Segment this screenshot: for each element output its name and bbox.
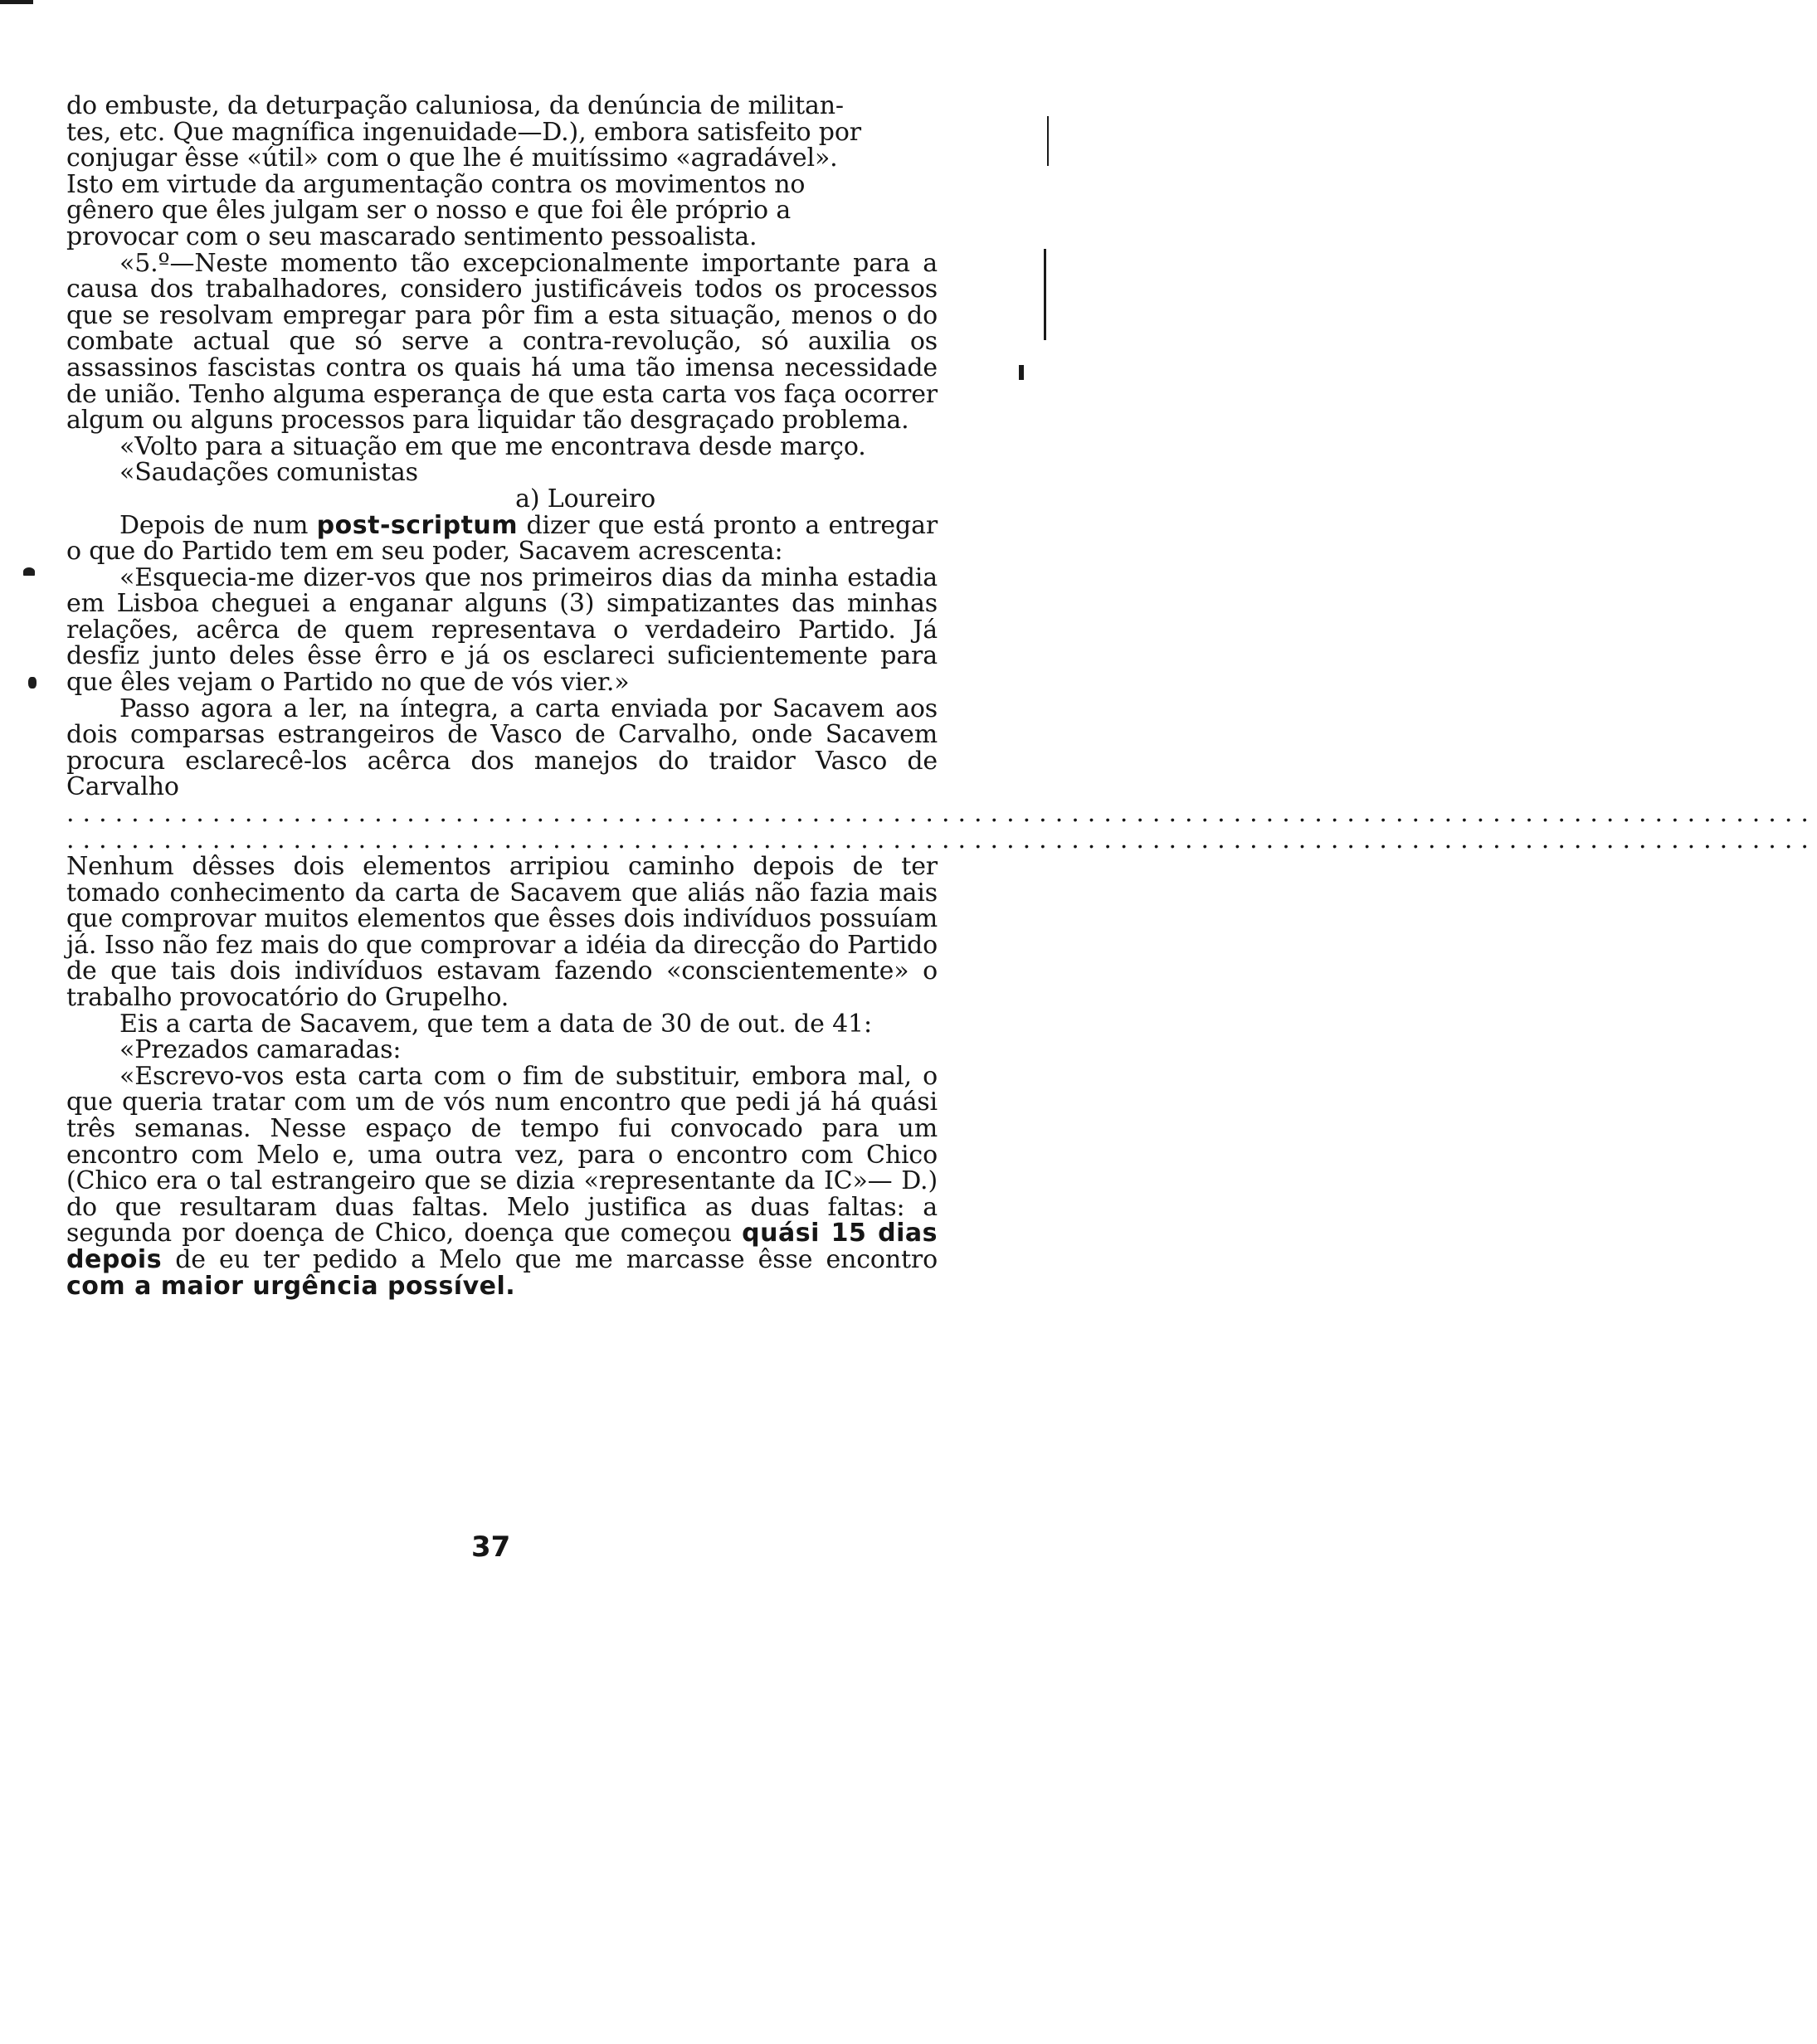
text-line: do embuste, da deturpação caluniosa, da denúncia de militan- xyxy=(66,91,844,120)
paragraph-eis-a-carta: Eis a carta de Sacavem, que tem a data de 30 de out. de 41: xyxy=(119,1009,872,1039)
post-scriptum-emphasis: post-scriptum xyxy=(316,510,519,540)
page-number: 37 xyxy=(471,1531,511,1564)
text-span: dizer que está pronto a entregar o que do Partido tem em seu poder, Sacavem acrescenta: xyxy=(66,510,938,567)
paragraph-post-scriptum xyxy=(66,510,938,567)
paragraph-passo-agora: Passo agora a ler, na íntegra, a carta enviada por Sacavem aos dois comparsas estrangeiros de Vasco de Carvalho, onde Sacavem procura esclarecê-los acêrca dos manejos do traidor Vasco de Carvalho xyxy=(66,694,938,802)
text-span: Depois de num xyxy=(119,510,309,540)
margin-mark xyxy=(23,567,35,576)
text-line: tes, etc. Que magnífica ingenuidade—D.), embora satisfeito por xyxy=(66,117,861,147)
scan-edge-line xyxy=(1019,365,1024,380)
paragraph-point-5: «5.º—Neste momento tão excepcionalmente importante para a causa dos trabalhadores, considero justificáveis todos os processos que se resolvam empregar para pôr fim a esta situação, menos o do combate actual que só serve a contra-revolução, só auxilia os assassinos fascistas contra os quais há uma tão imensa necessidade de união. Tenho alguma esperança de que esta carta vos faça ocorrer algum ou alguns processos para liquidar tão desgraçado problema. xyxy=(66,248,938,436)
text-line: conjugar êsse «útil» com o que lhe é muitíssimo «agradável». xyxy=(66,144,838,173)
text-span: de eu ter pedido a Melo que me marcasse êsse encontro xyxy=(175,1244,938,1274)
scan-edge-line xyxy=(1044,249,1046,340)
scan-edge-line xyxy=(0,0,33,4)
ellipsis-line: ............................................................................................................ xyxy=(66,799,1817,829)
text-line: Isto em virtude da argumentação contra os movimentos no xyxy=(66,169,806,199)
signature: a) Loureiro xyxy=(515,484,655,513)
text-span: «Escrevo-vos esta carta com o fim de substituir, embora mal, o que queria tratar com um de vós num encontro que pedi já há quási três semanas. Nesse espaço de tempo fui convocado para um encontro com Melo e, uma outra vez, para o encontro com Chico (Chico era o tal estrangeiro que se dizia «representante da IC»— D.) do que resultaram duas faltas. Melo justifica as duas faltas: a segunda por doença de Chico, doença que começou xyxy=(66,1061,938,1248)
paragraph-saudacoes: «Saudações comunistas xyxy=(119,458,418,488)
text-line: provocar com o seu mascarado sentimento pessoalista. xyxy=(66,221,757,251)
emphasis-maior-urgencia: com a maior urgência possível. xyxy=(66,1271,516,1301)
paragraph-continuation xyxy=(66,93,938,251)
document-body xyxy=(66,91,1817,1301)
paragraph-volto: «Volto para a situação em que me encontrava desde março. xyxy=(119,431,866,461)
paragraph-prezados: «Prezados camaradas: xyxy=(119,1035,402,1065)
text-line: gênero que êles julgam ser o nosso e que foi êle próprio a xyxy=(66,196,792,226)
paragraph-escrevo xyxy=(66,1063,938,1299)
paragraph-nenhum: Nenhum dêsses dois elementos arripiou caminho depois de ter tomado conhecimento da carta de Sacavem que aliás não fazia mais que comprovar muitos elementos que êsses dois indivíduos possuíam já. Isso não fez mais do que comprovar a idéia da direcção do Partido de que tais dois indivíduos estavam fazendo «conscientemente» o trabalho provocatório do Grupelho. xyxy=(66,852,938,1012)
ellipsis-line: ............................................................................................................ xyxy=(66,825,1817,855)
scan-edge-line xyxy=(1047,116,1049,166)
emphasis-quasi-15-dias: quási 15 dias depois xyxy=(66,1219,938,1274)
margin-mark xyxy=(28,677,37,689)
paragraph-esquecia: «Esquecia-me dizer-vos que nos primeiros dias da minha estadia em Lisboa cheguei a enganar alguns (3) simpatizantes das minhas relações, acêrca de quem representava o verdadeiro Partido. Já desfiz junto deles êsse êrro e já os esclareci suficientemente para que êles vejam o Partido no que de vós vier.» xyxy=(66,562,938,698)
